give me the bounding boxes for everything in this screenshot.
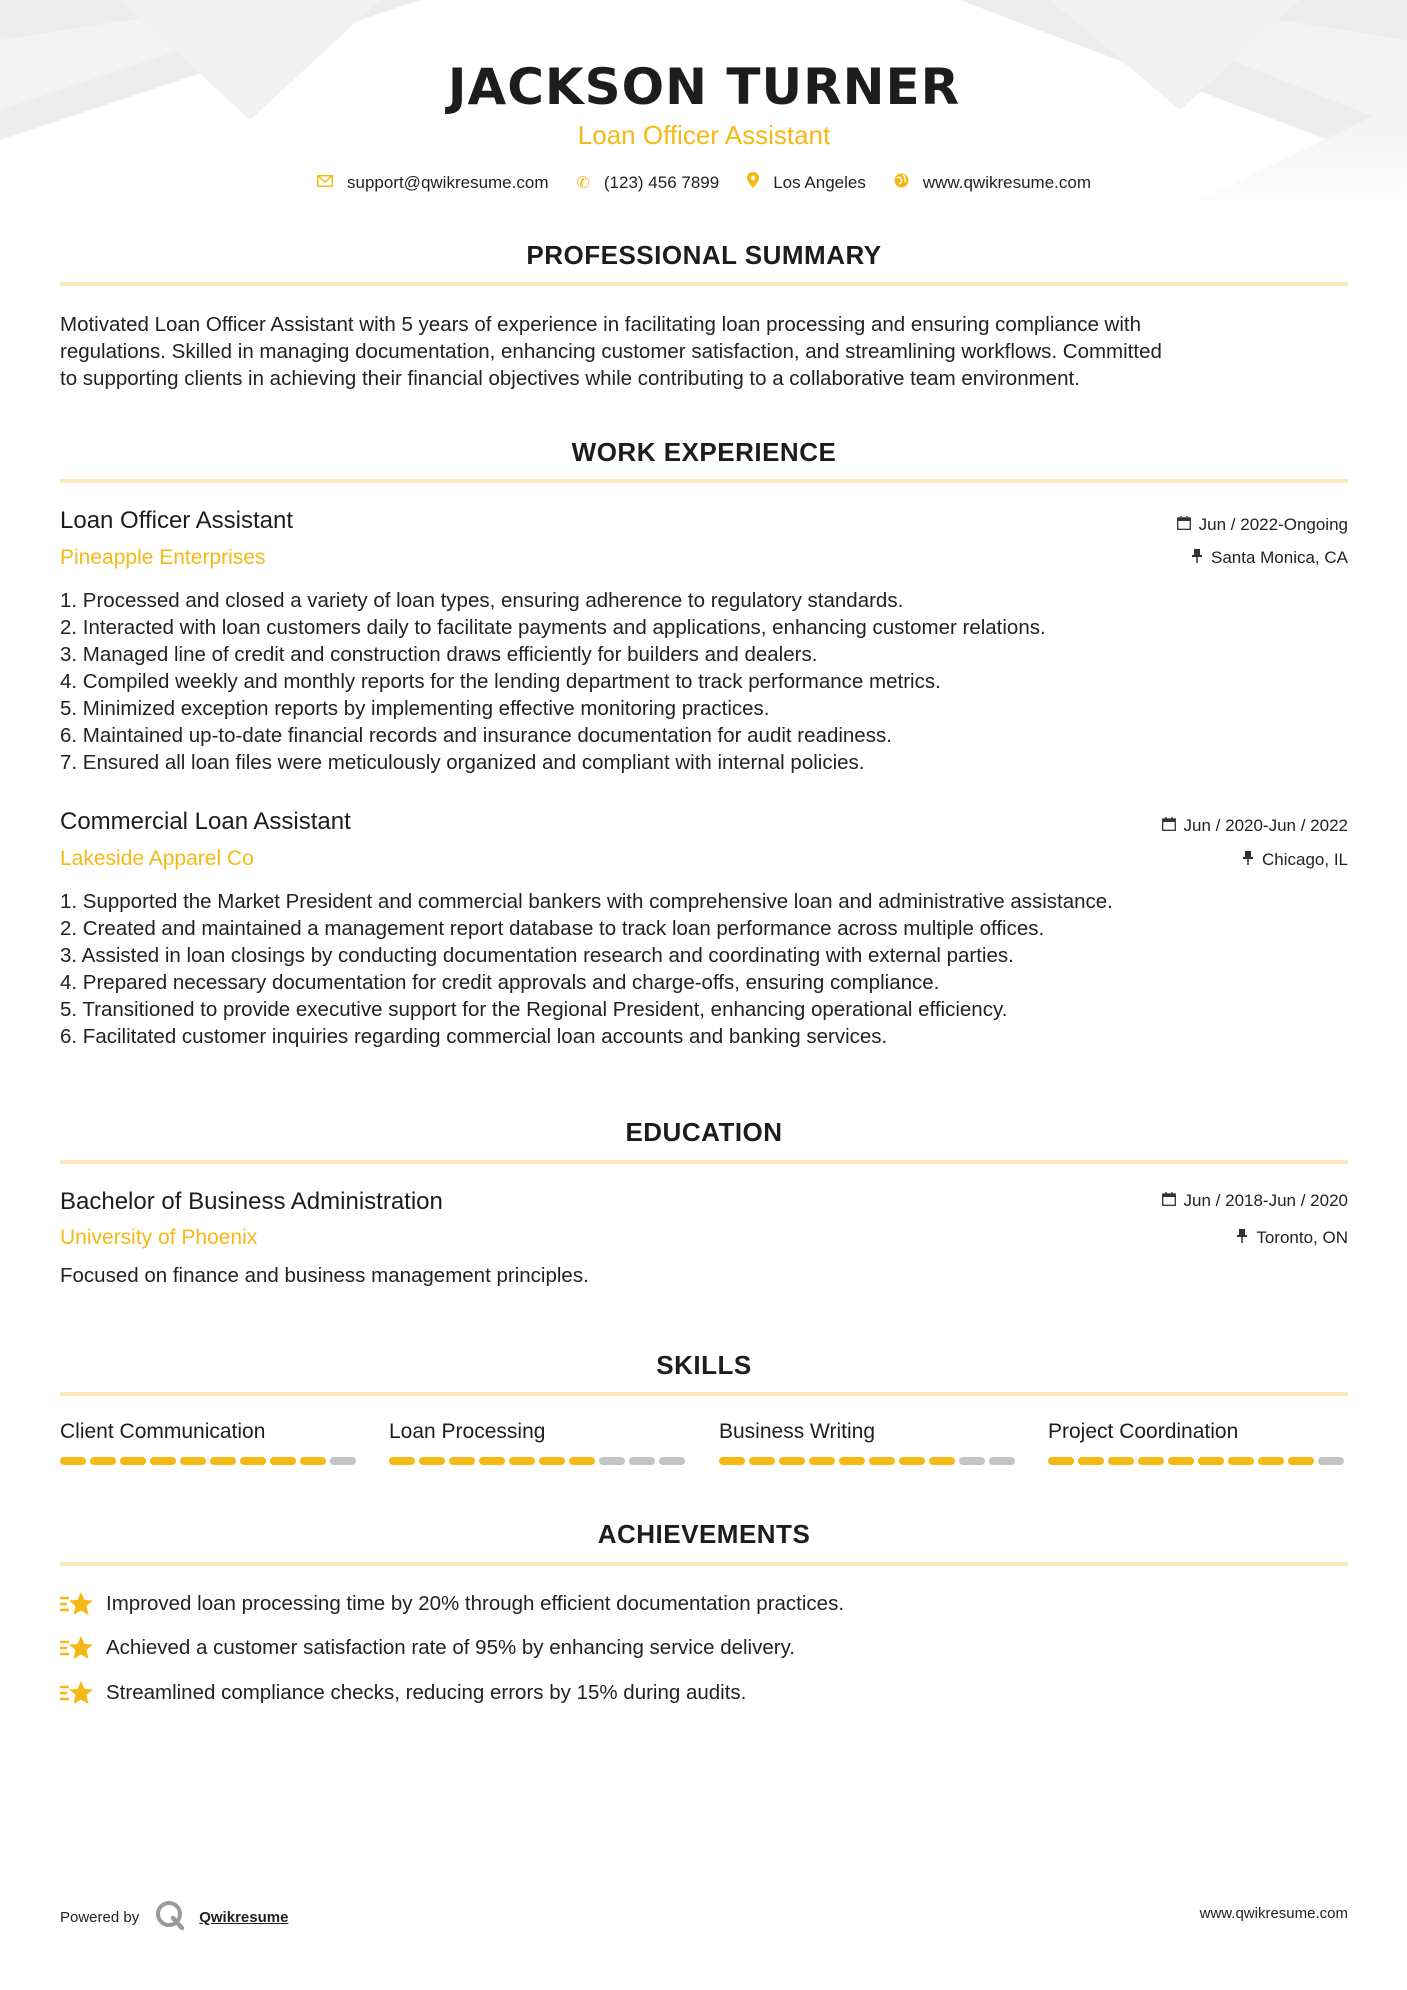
skill-level-bar: [719, 1457, 1019, 1465]
skill-level-segment: [509, 1457, 535, 1465]
skill-level-segment: [839, 1457, 865, 1465]
website-text: www.qwikresume.com: [922, 172, 1092, 192]
pushpin-icon: [1242, 851, 1254, 869]
job-bullets: [60, 888, 1348, 1050]
skill-level-segment: [300, 1457, 326, 1465]
location-text: Los Angeles: [773, 172, 866, 192]
contact-bar: [60, 172, 1348, 193]
skill-level-segment: [809, 1457, 835, 1465]
list-item: 6. Maintained up-to-date financial records and insurance documentation for audit readiness.: [60, 724, 892, 747]
education-location: [1236, 1228, 1348, 1248]
job-title: Commercial Loan Assistant: [60, 808, 351, 835]
skill-level-segment: [120, 1457, 146, 1465]
job-location: [1242, 850, 1348, 870]
envelope-icon: [317, 174, 333, 192]
education-heading: EDUCATION: [625, 1117, 783, 1147]
summary-line: to supporting clients in achieving their financial objectives while contributing to a collaborative team environment.: [60, 367, 1080, 390]
skill-level-segment: [1198, 1457, 1224, 1465]
list-item: 3. Assisted in loan closings by conducting documentation research and coordinating with external parties.: [60, 944, 1014, 967]
experience-divider: [60, 479, 1348, 483]
skill-level-segment: [929, 1457, 955, 1465]
job-location-text: Chicago, IL: [1262, 850, 1348, 869]
skill-level-segment: [899, 1457, 925, 1465]
achievement-text: Improved loan processing time by 20% through efficient documentation practices.: [106, 1592, 845, 1615]
degree-title: Bachelor of Business Administration: [60, 1188, 443, 1215]
skill-level-segment: [1228, 1457, 1254, 1465]
list-item: 4. Compiled weekly and monthly reports for the lending department to track performance metrics.: [60, 670, 941, 693]
list-item: 3. Managed line of credit and construction draws efficiently for builders and dealers.: [60, 643, 818, 666]
globe-icon: [894, 173, 909, 193]
skill-level-segment: [779, 1457, 805, 1465]
skill-level-segment: [749, 1457, 775, 1465]
skill-item: [1048, 1420, 1348, 1465]
company-name: Lakeside Apparel Co: [60, 847, 254, 870]
job-dates: [1177, 515, 1348, 535]
summary-line: Motivated Loan Officer Assistant with 5 years of experience in facilitating loan processing and ensuring compliance with: [60, 313, 1142, 336]
skill-level-segment: [449, 1457, 475, 1465]
summary-line: regulations. Skilled in managing documentation, enhancing customer satisfaction, and streamlining workflows. Committed: [60, 340, 1162, 363]
education-dates: [1162, 1191, 1348, 1211]
achievements-divider: [60, 1562, 1348, 1566]
skill-level-segment: [270, 1457, 296, 1465]
calendar-icon: [1162, 1192, 1176, 1210]
skill-level-segment: [60, 1457, 86, 1465]
skill-level-segment: [569, 1457, 595, 1465]
footer-website-link[interactable]: www.qwikresume.com: [1199, 1905, 1348, 1922]
skill-level-bar: [1048, 1457, 1348, 1465]
job-bullets: [60, 587, 1348, 776]
skill-label: Business Writing: [719, 1420, 876, 1443]
skill-level-segment: [479, 1457, 505, 1465]
skill-level-segment: [539, 1457, 565, 1465]
skill-level-segment: [989, 1457, 1015, 1465]
footer-powered-by: [60, 1900, 288, 1934]
skill-item: [60, 1420, 360, 1465]
calendar-icon: [1177, 516, 1191, 534]
star-icon: [60, 1634, 94, 1662]
brand-link[interactable]: Qwikresume: [199, 1908, 289, 1926]
skill-level-segment: [240, 1457, 266, 1465]
skill-level-segment: [180, 1457, 206, 1465]
skill-level-bar: [389, 1457, 689, 1465]
skill-level-segment: [1288, 1457, 1314, 1465]
summary-text: [60, 311, 1348, 392]
skill-level-segment: [90, 1457, 116, 1465]
achievement-item: [60, 1679, 746, 1707]
pushpin-icon: [1191, 549, 1203, 567]
experience-heading: WORK EXPERIENCE: [571, 437, 837, 467]
job-dates-text: Jun / 2022-Ongoing: [1198, 515, 1348, 534]
achievements-heading: ACHIEVEMENTS: [597, 1519, 811, 1549]
skill-label: Loan Processing: [389, 1420, 546, 1443]
skill-level-segment: [959, 1457, 985, 1465]
candidate-name: JACKSON TURNER: [447, 58, 961, 116]
star-icon: [60, 1590, 94, 1618]
skill-level-segment: [869, 1457, 895, 1465]
list-item: 1. Processed and closed a variety of loan types, ensuring adherence to regulatory standards.: [60, 589, 904, 612]
list-item: 2. Created and maintained a management report database to track loan performance across multiple offices.: [60, 917, 1045, 940]
skill-item: [389, 1420, 689, 1465]
job-dates-text: Jun / 2020-Jun / 2022: [1183, 816, 1348, 835]
contact-phone[interactable]: [576, 173, 719, 193]
pushpin-icon: [1236, 1229, 1248, 1247]
education-location-text: Toronto, ON: [1256, 1228, 1348, 1247]
map-pin-icon: [747, 172, 759, 193]
skill-item: [719, 1420, 1019, 1465]
summary-heading: PROFESSIONAL SUMMARY: [526, 240, 882, 270]
list-item: 2. Interacted with loan customers daily to facilitate payments and applications, enhancing customer relations.: [60, 616, 1046, 639]
skill-level-segment: [389, 1457, 415, 1465]
list-item: 7. Ensured all loan files were meticulously organized and compliant with internal policies.: [60, 751, 865, 774]
candidate-title: Loan Officer Assistant: [577, 120, 831, 150]
achievement-text: Achieved a customer satisfaction rate of 95% by enhancing service delivery.: [106, 1636, 796, 1659]
job-title: Loan Officer Assistant: [60, 507, 294, 534]
skill-level-segment: [1138, 1457, 1164, 1465]
calendar-icon: [1162, 817, 1176, 835]
skill-level-segment: [719, 1457, 745, 1465]
skill-level-segment: [330, 1457, 356, 1465]
skill-level-segment: [629, 1457, 655, 1465]
contact-location: [747, 172, 866, 193]
skill-label: Client Communication: [60, 1420, 266, 1443]
list-item: 1. Supported the Market President and commercial bankers with comprehensive loan and administrative assistance.: [60, 890, 1113, 913]
skill-level-segment: [1318, 1457, 1344, 1465]
skill-level-segment: [210, 1457, 236, 1465]
contact-email[interactable]: [317, 173, 549, 193]
achievement-item: [60, 1590, 844, 1618]
skill-level-segment: [419, 1457, 445, 1465]
education-divider: [60, 1160, 1348, 1164]
qwikresume-logo-icon: [155, 1900, 185, 1934]
powered-by-label: Powered by: [60, 1908, 140, 1926]
skill-level-segment: [1078, 1457, 1104, 1465]
skill-level-segment: [1108, 1457, 1134, 1465]
skill-level-segment: [1048, 1457, 1074, 1465]
education-description: Focused on finance and business management principles.: [60, 1264, 589, 1287]
education-dates-text: Jun / 2018-Jun / 2020: [1183, 1191, 1348, 1210]
skill-level-segment: [659, 1457, 685, 1465]
email-text: support@qwikresume.com: [346, 172, 549, 192]
job-dates: [1162, 816, 1348, 836]
skill-level-segment: [1258, 1457, 1284, 1465]
list-item: 5. Minimized exception reports by implementing effective monitoring practices.: [60, 697, 770, 720]
phone-text: (123) 456 7899: [603, 172, 720, 192]
skill-level-segment: [150, 1457, 176, 1465]
list-item: 6. Facilitated customer inquiries regarding commercial loan accounts and banking services.: [60, 1025, 888, 1048]
company-name: Pineapple Enterprises: [60, 546, 266, 569]
job-location: [1191, 548, 1348, 568]
skills-divider: [60, 1392, 1348, 1396]
contact-website[interactable]: [894, 173, 1091, 193]
skill-level-segment: [1168, 1457, 1194, 1465]
summary-divider: [60, 282, 1348, 286]
skill-level-segment: [599, 1457, 625, 1465]
achievement-item: [60, 1634, 795, 1662]
phone-icon: ✆: [576, 174, 590, 192]
star-icon: [60, 1679, 94, 1707]
skills-heading: SKILLS: [656, 1350, 752, 1380]
skill-level-bar: [60, 1457, 360, 1465]
skill-label: Project Coordination: [1048, 1420, 1239, 1443]
list-item: 5. Transitioned to provide executive support for the Regional President, enhancing operational efficiency.: [60, 998, 1008, 1021]
achievement-text: Streamlined compliance checks, reducing errors by 15% during audits.: [106, 1681, 747, 1704]
job-location-text: Santa Monica, CA: [1210, 548, 1348, 567]
list-item: 4. Prepared necessary documentation for credit approvals and charge-offs, ensuring compliance.: [60, 971, 940, 994]
school-name: University of Phoenix: [60, 1226, 258, 1249]
